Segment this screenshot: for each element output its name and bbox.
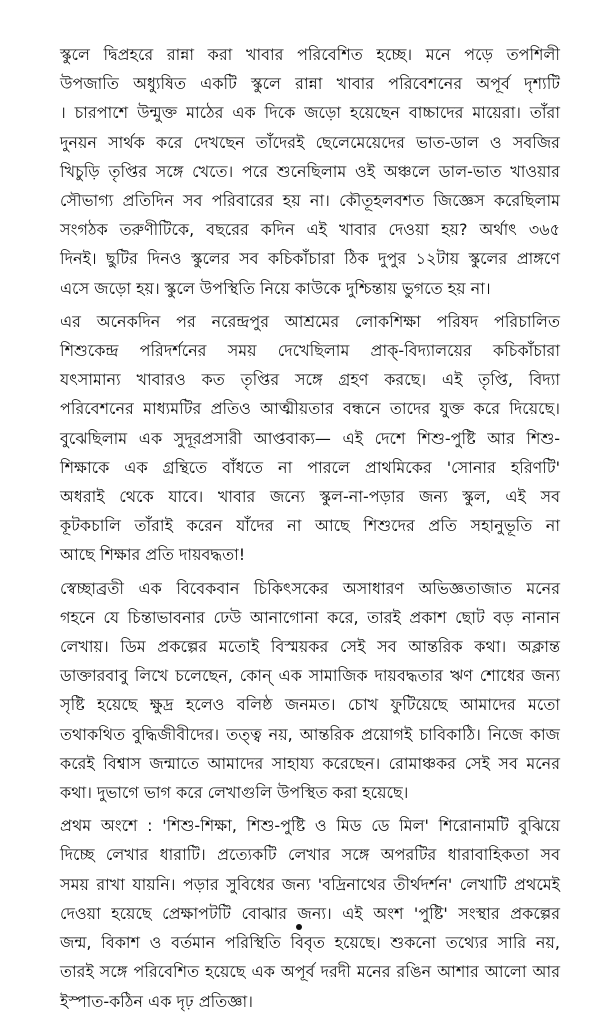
text-line: দিনই। ছুটির দিনও স্কুলের সব কচিকাঁচারা ঠিক দুপুর ১২টায় স্কুলের প্রাঙ্গণে: [60, 249, 560, 269]
text-line: অধরাই থেকে যাবে। খাবার জন্যে স্কুল-না-পড়ার জন্য স্কুল, এই সব: [60, 487, 560, 507]
text-line: দিচ্ছে লেখার ধারাটি। প্রত্যেকটি লেখার সঙ্গে অপরটির ধারাবাহিকতা সব: [60, 845, 560, 865]
text-line: সৃষ্টি হয়েছে ক্ষুদ্র হলেও বলিষ্ঠ জনমত। চোখ ফুটিয়েছে আমাদের মতো: [60, 695, 560, 715]
text-line: জন্ম, বিকাশ ও বর্তমান পরিস্থিতি বিবৃত হয়েছে। শুকনো তথ্যের সারি নয়,: [60, 933, 560, 953]
text-line: পরিবেশনের মাধ্যমটির প্রতিও আত্মীয়তার বন্ধনে তাদের যুক্ত করে দিয়েছে।: [60, 399, 560, 419]
text-line: এর অনেকদিন পর নরেন্দ্রপুর আশ্রমের লোকশিক্ষা পরিষদ পরিচালিত: [60, 311, 560, 331]
page-footer-dot: [296, 924, 302, 930]
text-line: আছে শিক্ষার প্রতি দায়বদ্ধতা!: [60, 545, 246, 565]
text-line: শিশুকেন্দ্র পরিদর্শনের সময় দেখেছিলাম প্রাক্-বিদ্যালয়ের কচিকাঁচারা: [60, 341, 560, 361]
text-line: করেই বিশ্বাস জন্মাতে আমাদের সাহায্য করেছেন। রোমাঞ্চকর সেই সব মনের: [60, 753, 560, 773]
paragraph-school-meal: [60, 40, 560, 303]
text-line: বুঝেছিলাম এক সুদূরপ্রসারী আপ্তবাক্য— এই দেশে শিশু-পুষ্টি আর শিশু-: [60, 428, 560, 448]
page-body: [60, 40, 560, 1016]
text-line: উপজাতি অধ্যুষিত একটি স্কুলে রান্না খাবার পরিবেশনের অপূর্ব দৃশ্যটি: [60, 74, 560, 94]
text-line: । চারপাশে উন্মুক্ত মাঠের এক দিকে জড়ো হয়েছেন বাচ্চাদের মায়েরা। তাঁরা: [60, 103, 560, 123]
text-line: স্বেচ্ছাব্রতী এক বিবেকবান চিকিৎসকের অসাধারণ অভিজ্ঞতাজাত মনের: [60, 578, 560, 598]
text-line: গহনে যে চিন্তাভাবনার ঢেউ আনাগোনা করে, তারই প্রকাশ ছোট বড় নানান: [60, 607, 560, 627]
paragraph-doctor: [60, 574, 560, 808]
text-line: তথাকথিত বুদ্ধিজীবীদের। তত্ত্ব নয়, আন্তরিক প্রয়োগই চাবিকাঠি। নিজে কাজ: [60, 724, 560, 744]
text-line: ইস্পাত-কঠিন এক দৃঢ় প্রতিজ্ঞা।: [60, 991, 253, 1011]
text-line: দেওয়া হয়েছে প্রেক্ষাপটটি বোঝার জন্য। এই অংশ 'পুষ্টি' সংস্থার প্রকল্পের: [60, 903, 560, 923]
text-line: সৌভাগ্য প্রতিদিন সব পরিবারের হয় না। কৌতূহলবশত জিজ্ঞেস করেছিলাম: [60, 191, 560, 211]
text-line: এসে জড়ো হয়। স্কুলে উপস্থিতি নিয়ে কাউকে দুশ্চিন্তায় ভুগতে হয় না।: [60, 278, 491, 298]
paragraph-narendrapur: [60, 307, 560, 570]
text-line: প্রথম অংশে : 'শিশু-শিক্ষা, শিশু-পুষ্টি ও মিড ডে মিল' শিরোনামটি বুঝিয়ে: [60, 816, 560, 836]
text-line: ডাক্তারবাবু লিখে চলেছেন, কোন্ এক সামাজিক দায়বদ্ধতার ঋণ শোধের জন্য: [60, 666, 560, 686]
text-line: কথা। দুভাগে ভাগ করে লেখাগুলি উপস্থিত করা হয়েছে।: [60, 783, 409, 803]
text-line: লেখায়। ডিম প্রকল্পের মতোই বিস্ময়কর সেই সব আন্তরিক কথা। অক্লান্ত: [60, 637, 560, 657]
text-line: যৎসামান্য খাবারও কত তৃপ্তির সঙ্গে গ্রহণ করছে। এই তৃপ্তি, বিদ্যা: [60, 370, 560, 390]
text-line: খিচুড়ি তৃপ্তির সঙ্গে খেতে। পরে শুনেছিলাম ওই অঞ্চলে ডাল-ভাত খাওয়ার: [60, 161, 560, 181]
text-line: কূটকচালি তাঁরাই করেন যাঁদের না আছে শিশুদের প্রতি সহানুভূতি না: [60, 516, 560, 536]
text-line: সংগঠক তরুণীটিকে, বছরের কদিন এই খাবার দেওয়া হয়? অর্থাৎ ৩৬৫: [60, 220, 560, 240]
text-line: তারই সঙ্গে পরিবেশিত হয়েছে এক অপূর্ব দরদী মনের রঙিন আশার আলো আর: [60, 962, 560, 982]
text-line: স্কুলে দ্বিপ্রহরে রান্না করা খাবার পরিবেশিত হচ্ছে। মনে পড়ে তপশিলী: [60, 45, 560, 64]
text-line: দুনয়ন সার্থক করে দেখছেন তাঁদেরই ছেলেমেয়েদের ভাত-ডাল ও সবজির: [60, 132, 560, 152]
paragraph-first-part: [60, 811, 560, 1015]
text-line: সময় রাখা যায়নি। পড়ার সুবিধের জন্য 'বদ্রিনাথের তীর্থদর্শন' লেখাটি প্রথমেই: [60, 874, 560, 894]
text-line: শিক্ষাকে এক গ্রন্থিতে বাঁধতে না পারলে প্রাথমিকের 'সোনার হরিণটি': [60, 457, 560, 477]
